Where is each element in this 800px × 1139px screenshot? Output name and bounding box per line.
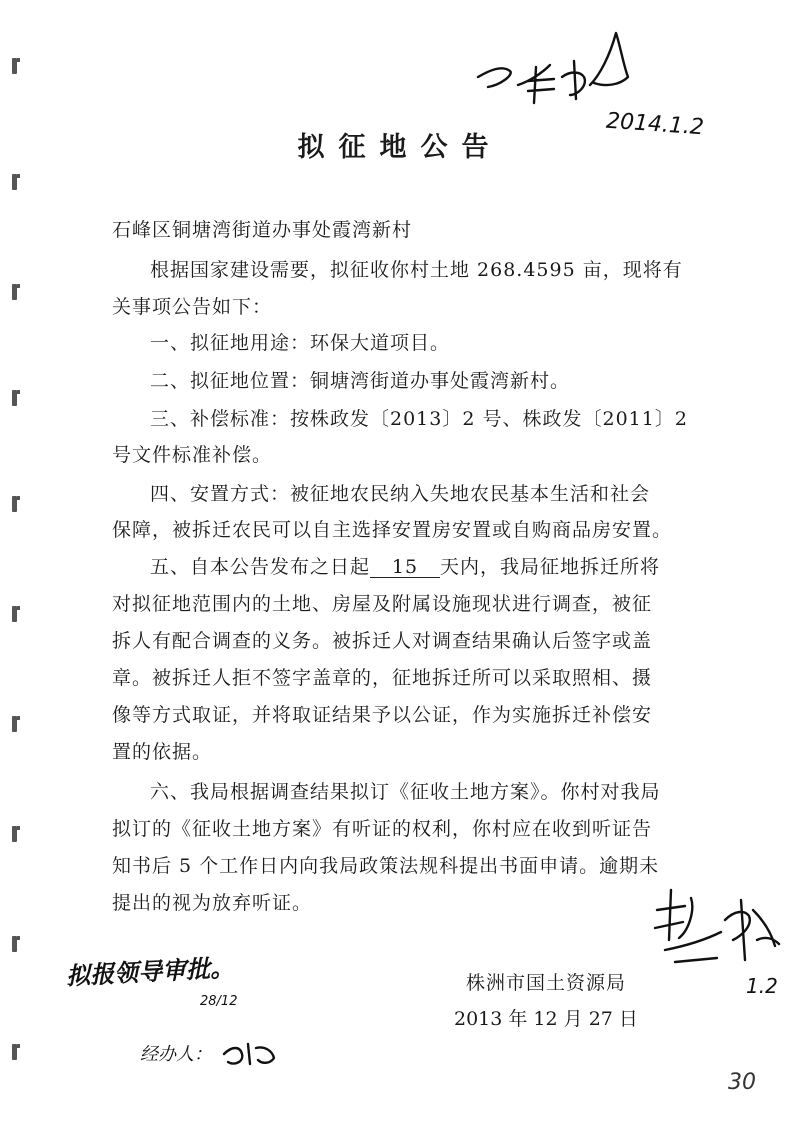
page-number: 30 — [728, 1070, 756, 1095]
binder-hole-mark — [12, 1044, 17, 1060]
binder-hole-mark — [12, 716, 17, 732]
binder-hole-mark — [12, 284, 17, 300]
handwritten-note: 拟报领导审批。 — [65, 953, 235, 991]
binder-hole-mark — [12, 936, 17, 952]
item-hearing: 知书后 5 个工作日内向我局政策法规科提出书面申请。逾期未 — [112, 855, 660, 877]
binder-hole-mark — [12, 826, 17, 842]
days-blank: 15 — [370, 557, 440, 578]
item-purpose: 一、拟征地用途：环保大道项目。 — [150, 332, 451, 354]
item-location: 二、拟征地位置：铜塘湾街道办事处霞湾新村。 — [150, 370, 571, 392]
right-signature — [645, 880, 795, 980]
handwritten-right-date: 1.2 — [746, 974, 778, 998]
item-survey: 像等方式取证，并将取证结果予以公证，作为实施拆迁补偿安 — [112, 704, 653, 726]
handwritten-small-date: 28/12 — [200, 994, 238, 1009]
handler-signature — [220, 1034, 280, 1070]
item-survey: 拆人有配合调查的义务。被拆迁人对调查结果确认后签字或盖 — [112, 630, 653, 652]
item-resettlement: 四、安置方式：被征地农民纳入失地农民基本生活和社会 — [150, 483, 651, 505]
intro-line: 根据国家建设需要，拟征收你村土地 268.4595 亩，现将有 — [150, 259, 683, 281]
top-signature — [470, 15, 640, 110]
item-survey: 对拟征地范围内的土地、房屋及附属设施现状进行调查，被征 — [112, 593, 653, 615]
binder-hole-mark — [12, 496, 17, 512]
item-resettlement: 保障，被拆迁农民可以自主选择安置房安置或自购商品房安置。 — [112, 519, 673, 541]
binder-hole-mark — [12, 606, 17, 622]
item-compensation: 号文件标准补偿。 — [112, 444, 273, 466]
item-compensation: 三、补偿标准：按株政发〔2013〕2 号、株政发〔2011〕2 — [150, 408, 688, 430]
binder-hole-mark — [12, 390, 17, 406]
binder-hole-mark — [12, 58, 17, 74]
issuer: 株洲市国土资源局 — [466, 972, 627, 994]
item-survey-suffix: 天内，我局征地拆迁所将 — [440, 556, 661, 578]
handwritten-handler: 经办人： — [140, 1044, 212, 1065]
item-survey-prefix: 五、自本公告发布之日起 — [150, 556, 371, 578]
item-hearing: 提出的视为放弃听证。 — [112, 892, 313, 914]
intro-line: 关事项公告如下： — [112, 296, 273, 318]
item-survey: 章。被拆迁人拒不签字盖章的，征地拆迁所可以采取照相、摄 — [112, 667, 653, 689]
item-hearing: 六、我局根据调查结果拟订《征收土地方案》。你村对我局 — [150, 781, 661, 803]
handwritten-top-date: 2014.1.2 — [605, 108, 705, 141]
page-title: 拟征地公告 — [297, 132, 503, 163]
binder-hole-mark — [12, 174, 17, 190]
item-hearing: 拟订的《征收土地方案》有听证的权利，你村应在收到听证告 — [112, 818, 653, 840]
issue-date: 2013 年 12 月 27 日 — [454, 1008, 638, 1030]
addressee: 石峰区铜塘湾街道办事处霞湾新村 — [112, 219, 413, 241]
item-survey: 置的依据。 — [112, 741, 213, 763]
item-survey — [150, 552, 660, 579]
